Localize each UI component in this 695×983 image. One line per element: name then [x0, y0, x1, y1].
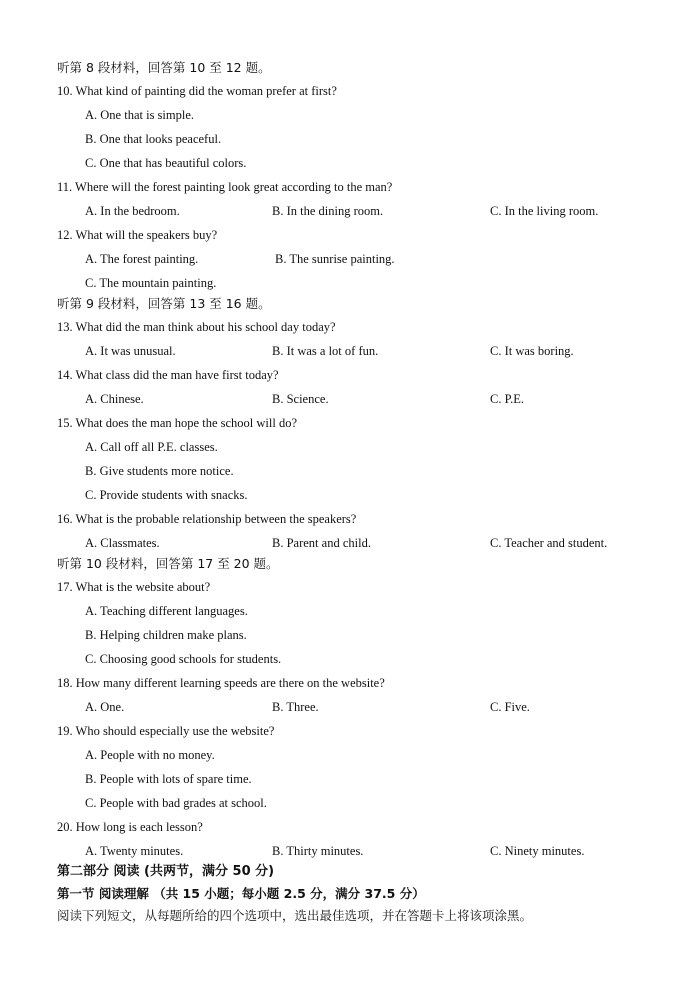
- option-20c: C. Ninety minutes.: [490, 844, 585, 858]
- option-14a: A. Chinese.: [85, 392, 144, 406]
- reading-instructions: 阅读下列短文，从每题所给的四个选项中，选出最佳选项，并在答题卡上将该项涂黑。: [57, 908, 533, 923]
- option-16c: C. Teacher and student.: [490, 536, 608, 550]
- option-17a: A. Teaching different languages.: [85, 604, 248, 618]
- option-13a: A. It was unusual.: [85, 344, 176, 358]
- section-9-header: 听第 9 段材料，回答第 13 至 16 题。: [57, 296, 271, 311]
- option-15c: C. Provide students with snacks.: [85, 488, 248, 502]
- option-15b: B. Give students more notice.: [85, 464, 234, 478]
- option-10b: B. One that looks peaceful.: [85, 132, 222, 146]
- option-17b: B. Helping children make plans.: [85, 628, 247, 642]
- question-14: 14. What class did the man have first today?: [57, 368, 279, 382]
- section-8-header: 听第 8 段材料，回答第 10 至 12 题。: [57, 60, 271, 75]
- option-16a: A. Classmates.: [85, 536, 160, 550]
- option-13c: C. It was boring.: [490, 344, 574, 358]
- question-13: 13. What did the man think about his school day today?: [57, 320, 336, 334]
- question-20: 20. How long is each lesson?: [57, 820, 203, 834]
- option-19c: C. People with bad grades at school.: [85, 796, 267, 810]
- option-14c: C. P.E.: [490, 392, 525, 406]
- option-10a: A. One that is simple.: [85, 108, 195, 122]
- section-1-title: 第一节 阅读理解 （共 15 小题；每小题 2.5 分，满分 37.5 分）: [57, 886, 425, 901]
- option-19a: A. People with no money.: [85, 748, 215, 762]
- option-18b: B. Three.: [272, 700, 319, 714]
- option-11c: C. In the living room.: [490, 204, 599, 218]
- option-20a: A. Twenty minutes.: [85, 844, 184, 858]
- part-2-title: 第二部分 阅读 (共两节，满分 50 分): [57, 864, 275, 879]
- option-11a: A. In the bedroom.: [85, 204, 180, 218]
- option-20b: B. Thirty minutes.: [272, 844, 364, 858]
- option-18a: A. One.: [85, 700, 125, 714]
- option-10c: C. One that has beautiful colors.: [85, 156, 247, 170]
- option-11b: B. In the dining room.: [272, 204, 384, 218]
- question-10: 10. What kind of painting did the woman prefer at first?: [57, 84, 337, 98]
- option-14b: B. Science.: [272, 392, 329, 406]
- option-12a: A. The forest painting.: [85, 252, 199, 266]
- option-19b: B. People with lots of spare time.: [85, 772, 252, 786]
- question-16: 16. What is the probable relationship between the speakers?: [57, 512, 357, 526]
- option-15a: A. Call off all P.E. classes.: [85, 440, 218, 454]
- question-18: 18. How many different learning speeds are there on the website?: [57, 676, 385, 690]
- question-17: 17. What is the website about?: [57, 580, 211, 594]
- option-13b: B. It was a lot of fun.: [272, 344, 379, 358]
- option-17c: C. Choosing good schools for students.: [85, 652, 282, 666]
- option-12b: B. The sunrise painting.: [275, 252, 395, 266]
- question-12: 12. What will the speakers buy?: [57, 228, 218, 242]
- option-16b: B. Parent and child.: [272, 536, 371, 550]
- question-19: 19. Who should especially use the website?: [57, 724, 275, 738]
- option-18c: C. Five.: [490, 700, 530, 714]
- section-10-header: 听第 10 段材料，回答第 17 至 20 题。: [57, 556, 279, 571]
- question-11: 11. Where will the forest painting look great according to the man?: [57, 180, 393, 194]
- option-12c: C. The mountain painting.: [85, 276, 217, 290]
- question-15: 15. What does the man hope the school will do?: [57, 416, 297, 430]
